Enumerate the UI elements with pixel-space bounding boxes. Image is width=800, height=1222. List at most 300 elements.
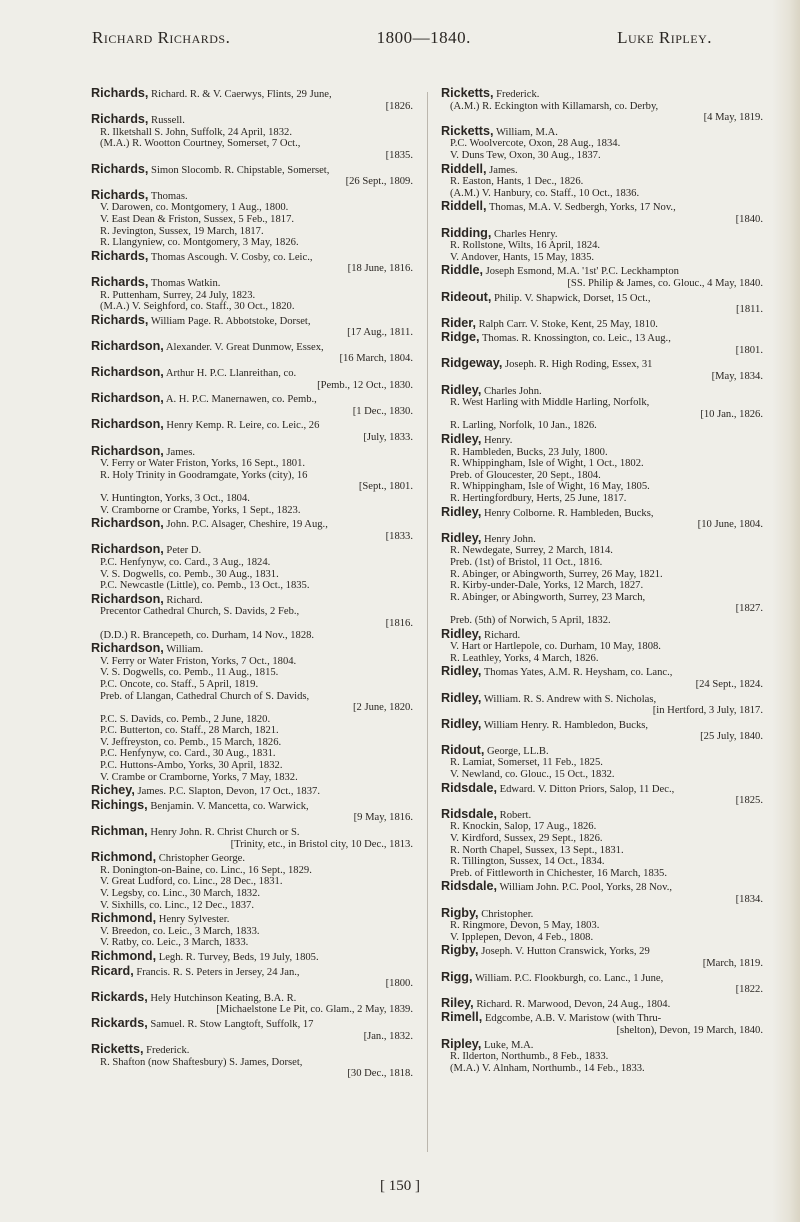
appointment-line: R. Abinger, or Abingworth, Surrey, 26 May, 1821. bbox=[450, 568, 663, 580]
entry-text: Christopher George. bbox=[156, 853, 246, 865]
biographical-entry bbox=[91, 443, 419, 517]
surname: Richardson, bbox=[91, 516, 164, 531]
entry-first-line bbox=[441, 123, 769, 139]
appointment-line: R. Lamiat, Somerset, 11 Feb., 1825. bbox=[450, 757, 603, 769]
right-column bbox=[441, 88, 769, 1076]
entry-first-line bbox=[91, 88, 419, 101]
biographical-entry bbox=[91, 161, 419, 188]
surname: Ridout, bbox=[441, 742, 485, 757]
biographical-entry bbox=[441, 905, 769, 944]
appointment-line: R. Shafton (now Shaftesbury) S. James, Dorset, bbox=[100, 1056, 303, 1068]
biographical-entry bbox=[441, 666, 769, 690]
appointment-line: P.C. Newcastle (Little), co. Pemb., 13 Oct., 1835. bbox=[100, 580, 310, 592]
entry-first-line bbox=[91, 963, 419, 979]
appointment-line: V. Cramborne or Crambe, Yorks, 1 Sept., 1823. bbox=[100, 504, 301, 516]
surname: Ricketts, bbox=[91, 1042, 144, 1057]
biographical-entry bbox=[441, 382, 769, 432]
appointment-line: Preb. of Gloucester, 20 Sept., 1804. bbox=[450, 469, 601, 481]
entry-first-line bbox=[441, 780, 769, 796]
date-continuation: [Trinity, etc., in Bristol city, 10 Dec., 1813. bbox=[230, 838, 413, 850]
surname: Richards, bbox=[91, 274, 149, 289]
entry-first-line bbox=[91, 114, 419, 127]
appointment-line: (M.A.) R. Wootton Courtney, Somerset, 7 Oct., bbox=[100, 138, 301, 150]
left-column bbox=[91, 88, 419, 1082]
biographical-entry bbox=[441, 123, 769, 162]
surname: Ridley, bbox=[441, 530, 482, 545]
biographical-entry bbox=[91, 948, 419, 964]
biographical-entry bbox=[91, 88, 419, 112]
surname: Rigg, bbox=[441, 969, 473, 984]
biographical-entry bbox=[91, 643, 419, 783]
appointment-line: R. Llangyniew, co. Montgomery, 3 May, 1826. bbox=[100, 237, 299, 249]
entry-first-line bbox=[441, 530, 769, 546]
surname: Richardson, bbox=[91, 417, 164, 432]
date-continuation: [17 Aug., 1811. bbox=[347, 327, 413, 339]
appointment-line: V. Darowen, co. Montgomery, 1 Aug., 1800. bbox=[100, 202, 289, 214]
appointment-line: V. East Dean & Friston, Sussex, 5 Feb., 1817. bbox=[100, 213, 295, 225]
biographical-entry bbox=[441, 1036, 769, 1075]
surname: Ridsdale, bbox=[441, 806, 497, 821]
entry-first-line bbox=[91, 544, 419, 557]
appointment-line: R. Abinger, or Abingworth, Surrey, 23 March, bbox=[450, 591, 646, 603]
entry-first-line bbox=[91, 338, 419, 354]
entry-first-line bbox=[91, 852, 419, 865]
surname: Ridley, bbox=[441, 382, 482, 397]
biographical-entry bbox=[441, 289, 769, 316]
appointment-line: Preb. of Fittleworth in Chichester, 16 March, 1835. bbox=[450, 867, 668, 879]
surname: Richards, bbox=[91, 248, 149, 263]
appointment-line: P.C. Butterton, co. Staff., 28 March, 1821. bbox=[100, 725, 279, 737]
biographical-entry bbox=[91, 312, 419, 339]
appointment-line: R. Puttenham, Surrey, 24 July, 1823. bbox=[100, 289, 256, 301]
biographical-entry bbox=[91, 1015, 419, 1042]
surname: Ridsdale, bbox=[441, 780, 497, 795]
appointment-line: R. West Harling with Middle Harling, Norfolk, bbox=[450, 397, 650, 409]
surname: Ridsdale, bbox=[441, 879, 497, 894]
entry-text: Henry Kemp. R. Leire, co. Leic., 26 bbox=[163, 420, 320, 432]
entry-first-line bbox=[441, 161, 769, 177]
appointment-line: Precentor Cathedral Church, S. Davids, 2 Feb., bbox=[100, 606, 300, 618]
entry-first-line bbox=[91, 274, 419, 290]
date-continuation: [Sept., 1801. bbox=[358, 481, 413, 493]
entry-first-line bbox=[91, 312, 419, 328]
surname: Richards, bbox=[91, 112, 149, 127]
appointment-line: V. Jeffreyston, co. Pemb., 15 March, 1826. bbox=[100, 736, 282, 748]
biographical-entry bbox=[441, 806, 769, 880]
surname: Rider, bbox=[441, 315, 476, 330]
entry-first-line bbox=[441, 225, 769, 241]
entry-text: Robert. bbox=[497, 809, 532, 821]
entry-text: Henry. bbox=[481, 435, 513, 447]
entry-text: Ralph Carr. V. Stoke, Kent, 25 May, 1810. bbox=[476, 318, 658, 330]
surname: Richardson, bbox=[91, 391, 164, 406]
appointment-line: V. Huntington, Yorks, 3 Oct., 1804. bbox=[100, 493, 250, 504]
entry-text: James. bbox=[163, 446, 195, 458]
entry-text: Charles John. bbox=[481, 385, 542, 397]
appointment-line: (A.M.) V. Hanbury, co. Staff., 10 Oct., 1836. bbox=[450, 187, 640, 199]
entry-first-line bbox=[441, 504, 769, 520]
date-continuation: [July, 1833. bbox=[363, 432, 413, 444]
entry-text: Richard. R. & V. Caerwys, Flints, 29 June, bbox=[148, 89, 332, 100]
entry-text: Benjamin. V. Mancetta, co. Warwick, bbox=[147, 800, 309, 812]
date-continuation: [1826. bbox=[385, 100, 413, 112]
surname: Ridley, bbox=[441, 626, 482, 641]
date-continuation: [10 June, 1804. bbox=[697, 519, 763, 531]
entry-text: James. P.C. Slapton, Devon, 17 Oct., 1837. bbox=[134, 786, 320, 798]
appointment-line: V. Sixhills, co. Linc., 12 Dec., 1837. bbox=[100, 899, 254, 911]
appointment-line: V. Ferry or Water Friston, Yorks, 7 Oct., 1804. bbox=[100, 655, 297, 667]
appointment-line: Preb. (1st) of Bristol, 11 Oct., 1816. bbox=[450, 556, 603, 568]
date-continuation: [May, 1834. bbox=[711, 371, 763, 383]
surname: Richardson, bbox=[91, 542, 164, 557]
surname: Riddle, bbox=[441, 263, 483, 278]
entry-text: Frederick. bbox=[493, 89, 540, 100]
biographical-entry bbox=[91, 1044, 419, 1080]
entry-text: James. bbox=[486, 164, 518, 176]
biographical-entry bbox=[441, 945, 769, 969]
surname: Ricard, bbox=[91, 963, 134, 978]
date-continuation: [1822. bbox=[735, 984, 763, 996]
appointment-line: R. Leathley, Yorks, 4 March, 1826. bbox=[450, 652, 599, 664]
entry-text: William. R. S. Andrew with S. Nicholas, bbox=[481, 693, 657, 705]
entry-text: Philip. V. Shapwick, Dorset, 15 Oct., bbox=[491, 292, 651, 304]
appointment-line: R. Knockin, Salop, 17 Aug., 1826. bbox=[450, 821, 597, 833]
entry-first-line bbox=[441, 666, 769, 679]
appointment-line: R. Ilketshall S. John, Suffolk, 24 April, 1832. bbox=[100, 126, 292, 138]
surname: Richardson, bbox=[91, 641, 164, 656]
surname: Rickards, bbox=[91, 1015, 148, 1030]
entry-text: Thomas. R. Knossington, co. Leic., 13 Aug., bbox=[479, 333, 671, 345]
surname: Riddell, bbox=[441, 199, 487, 214]
column-divider bbox=[427, 92, 428, 1152]
biographical-entry bbox=[91, 852, 419, 911]
entry-text: Luke, M.A. bbox=[481, 1039, 534, 1051]
date-continuation: [Pemb., 12 Oct., 1830. bbox=[317, 379, 413, 391]
entry-text: Christopher. bbox=[478, 908, 534, 920]
biographical-entry bbox=[441, 332, 769, 356]
biographical-entry bbox=[441, 716, 769, 743]
date-continuation: [1840. bbox=[735, 213, 763, 225]
date-continuation: [1811. bbox=[736, 304, 763, 316]
appointment-line: (A.M.) R. Eckington with Killamarsh, co. Derby, bbox=[450, 100, 659, 112]
entry-text: William Page. R. Abbotstoke, Dorset, bbox=[148, 315, 311, 327]
biographical-entry bbox=[91, 518, 419, 542]
surname: Riddell, bbox=[441, 161, 487, 176]
surname: Ricketts, bbox=[441, 86, 494, 100]
entry-text: Joseph Esmond, M.A. '1st' P.C. Leckhampton bbox=[482, 266, 679, 278]
biographical-entry bbox=[441, 315, 769, 331]
biographical-entry bbox=[91, 913, 419, 949]
appointment-line: R. Hambleden, Bucks, 23 July, 1800. bbox=[450, 446, 608, 458]
entry-text: Henry John. R. Christ Church or S. bbox=[147, 827, 300, 839]
appointment-line: V. Kirdford, Sussex, 29 Sept., 1826. bbox=[450, 833, 603, 845]
header-right: Luke Ripley. bbox=[617, 28, 712, 47]
entry-first-line bbox=[91, 1044, 419, 1057]
surname: Riley, bbox=[441, 995, 474, 1010]
biographical-entry bbox=[91, 114, 419, 161]
biographical-entry bbox=[91, 338, 419, 365]
entry-text: Charles Henry. bbox=[491, 228, 558, 240]
entry-first-line bbox=[91, 367, 419, 380]
appointment-line: V. Legsby, co. Linc., 30 March, 1832. bbox=[100, 888, 261, 899]
entry-first-line bbox=[441, 626, 769, 642]
surname: Richmond, bbox=[91, 948, 157, 963]
entry-first-line bbox=[91, 913, 419, 926]
entry-text: Frederick. bbox=[143, 1045, 190, 1057]
appointment-line: (M.A.) V. Seighford, co. Staff., 30 Oct., 1820. bbox=[100, 301, 295, 313]
entry-first-line bbox=[441, 289, 769, 305]
biographical-entry bbox=[91, 248, 419, 275]
surname: Richman, bbox=[91, 824, 148, 839]
biographical-entry bbox=[441, 265, 769, 289]
entry-text: Francis. R. S. Peters in Jersey, 24 Jan., bbox=[133, 966, 300, 978]
entry-text: Simon Slocomb. R. Chipstable, Somerset, bbox=[148, 164, 330, 176]
entry-text: Henry Colborne. R. Hambleden, Bucks, bbox=[481, 507, 654, 519]
entry-text: Thomas. bbox=[148, 190, 188, 202]
surname: Richey, bbox=[91, 783, 135, 798]
entry-text: Alexander. V. Great Dunmow, Essex, bbox=[163, 341, 324, 353]
surname: Richardson, bbox=[91, 443, 164, 458]
surname: Rigby, bbox=[441, 905, 479, 920]
surname: Ridley, bbox=[441, 504, 482, 519]
entry-text: Edward. V. Ditton Priors, Salop, 11 Dec., bbox=[497, 783, 675, 795]
appointment-line: V. Hart or Hartlepole, co. Durham, 10 May, 1808. bbox=[450, 641, 661, 653]
surname: Richardson, bbox=[91, 338, 164, 353]
entry-first-line bbox=[91, 248, 419, 264]
entry-text: Peter D. bbox=[163, 545, 202, 557]
entry-first-line bbox=[91, 161, 419, 177]
biographical-entry bbox=[441, 969, 769, 996]
entry-first-line bbox=[441, 201, 769, 214]
appointment-line: Preb. of Llangan, Cathedral Church of S. Davids, bbox=[100, 690, 310, 702]
biographical-entry bbox=[91, 393, 419, 417]
entry-text: Hely Hutchinson Keating, B.A. R. bbox=[147, 992, 297, 1004]
entry-text: Samuel. R. Stow Langtoft, Suffolk, 17 bbox=[147, 1018, 314, 1030]
appointment-line: R. Kirby-under-Dale, Yorks, 12 March, 1827. bbox=[450, 580, 644, 592]
date-continuation: [25 July, 1840. bbox=[700, 731, 763, 743]
header-left: Richard Richards. bbox=[92, 28, 231, 47]
date-continuation: [4 May, 1819. bbox=[703, 112, 763, 124]
appointment-line: V. S. Dogwells, co. Pemb., 11 Aug., 1815. bbox=[100, 667, 279, 679]
surname: Rickards, bbox=[91, 989, 148, 1004]
appointment-line: R. Rollstone, Wilts, 16 April, 1824. bbox=[450, 240, 601, 252]
entry-first-line bbox=[91, 187, 419, 203]
entry-text: Thomas, M.A. V. Sedbergh, Yorks, 17 Nov., bbox=[486, 202, 676, 214]
entry-first-line bbox=[91, 948, 419, 964]
appointment-line: V. Crambe or Cramborne, Yorks, 7 May, 1832. bbox=[100, 771, 298, 783]
entry-first-line bbox=[441, 315, 769, 331]
date-continuation: [9 May, 1816. bbox=[353, 812, 413, 824]
entry-text: A. H. P.C. Manernawen, co. Pemb., bbox=[163, 394, 317, 406]
appointment-line: V. Ratby, co. Leic., 3 March, 1833. bbox=[100, 937, 249, 949]
biographical-entry bbox=[441, 995, 769, 1011]
entry-first-line bbox=[441, 88, 769, 101]
surname: Richmond, bbox=[91, 911, 157, 926]
appointment-line: R. Easton, Hants, 1 Dec., 1826. bbox=[450, 176, 584, 188]
entry-first-line bbox=[441, 905, 769, 921]
surname: Ridley, bbox=[441, 432, 482, 447]
entry-text: William. P.C. Flookburgh, co. Lanc., 1 June, bbox=[472, 972, 664, 984]
surname: Richmond, bbox=[91, 850, 157, 865]
biographical-entry bbox=[441, 358, 769, 382]
date-continuation: [18 June, 1816. bbox=[347, 263, 413, 275]
biographical-entry bbox=[91, 187, 419, 249]
biographical-entry bbox=[91, 419, 419, 443]
date-continuation: [30 Dec., 1818. bbox=[347, 1068, 413, 1080]
biographical-entry bbox=[441, 161, 769, 200]
appointment-line: R. Whippingham, Isle of Wight, 1 Oct., 1802. bbox=[450, 458, 644, 470]
appointment-line: R. Newdegate, Surrey, 2 March, 1814. bbox=[450, 545, 613, 557]
entry-first-line bbox=[441, 358, 769, 371]
appointment-line: P.C. S. Davids, co. Pemb., 2 June, 1820. bbox=[100, 713, 271, 725]
surname: Richings, bbox=[91, 797, 148, 812]
surname: Richardson, bbox=[91, 365, 164, 380]
surname: Richards, bbox=[91, 187, 149, 202]
entry-text: William John. P.C. Pool, Yorks, 28 Nov., bbox=[497, 882, 672, 894]
date-continuation: [Jan., 1832. bbox=[363, 1030, 413, 1042]
entry-text: Legh. R. Turvey, Beds, 19 July, 1805. bbox=[156, 951, 319, 963]
date-continuation: [1816. bbox=[385, 617, 413, 629]
entry-first-line bbox=[91, 1015, 419, 1031]
biographical-entry bbox=[441, 201, 769, 225]
entry-first-line bbox=[91, 591, 419, 607]
biographical-entry bbox=[441, 690, 769, 717]
entry-text: Henry John. bbox=[481, 533, 536, 545]
appointment-line: R. Jevington, Sussex, 19 March, 1817. bbox=[100, 225, 264, 237]
entry-text: Thomas Yates, A.M. R. Heysham, co. Lanc., bbox=[481, 667, 673, 679]
date-continuation: [26 Sept., 1809. bbox=[345, 176, 413, 188]
surname: Rideout, bbox=[441, 289, 492, 304]
entry-first-line bbox=[441, 690, 769, 706]
appointment-line: R. Ringmore, Devon, 5 May, 1803. bbox=[450, 920, 600, 932]
date-continuation: [10 Jan., 1826. bbox=[700, 408, 763, 420]
biographical-entry bbox=[441, 504, 769, 531]
entry-first-line bbox=[91, 785, 419, 798]
date-continuation: [1827. bbox=[735, 603, 763, 615]
entry-first-line bbox=[441, 969, 769, 985]
date-continuation: [March, 1819. bbox=[702, 957, 763, 969]
biographical-entry bbox=[441, 780, 769, 807]
entry-text: John. P.C. Alsager, Cheshire, 19 Aug., bbox=[163, 519, 328, 531]
appointment-line: R. Hertingfordbury, Herts, 25 June, 1817. bbox=[450, 493, 627, 504]
biographical-entry bbox=[91, 797, 419, 824]
date-continuation: [in Hertford, 3 July, 1817. bbox=[652, 705, 763, 717]
appointment-line: V. S. Dogwells, co. Pemb., 30 Aug., 1831. bbox=[100, 568, 279, 580]
biographical-entry bbox=[441, 530, 769, 627]
appointment-line: V. Great Ludford, co. Linc., 28 Dec., 1831. bbox=[100, 876, 283, 888]
entry-first-line bbox=[441, 806, 769, 822]
entry-first-line bbox=[441, 742, 769, 758]
entry-text: Thomas Ascough. V. Cosby, co. Leic., bbox=[148, 251, 313, 263]
entry-text: Henry Sylvester. bbox=[156, 914, 230, 926]
appointment-line: (D.D.) R. Brancepeth, co. Durham, 14 Nov., 1828. bbox=[100, 629, 315, 641]
surname: Ripley, bbox=[441, 1036, 482, 1051]
surname: Richards, bbox=[91, 161, 149, 176]
appointment-line: Preb. (5th) of Norwich, 5 April, 1832. bbox=[450, 614, 611, 626]
entry-first-line bbox=[441, 434, 769, 447]
date-continuation: [1801. bbox=[735, 344, 763, 356]
biographical-entry bbox=[441, 742, 769, 781]
surname: Richards, bbox=[91, 86, 149, 100]
entry-first-line bbox=[91, 643, 419, 656]
entry-first-line bbox=[91, 419, 419, 432]
appointment-line: V. Newland, co. Glouc., 15 Oct., 1832. bbox=[450, 769, 615, 781]
surname: Ricketts, bbox=[441, 123, 494, 138]
entry-first-line bbox=[441, 1036, 769, 1052]
date-continuation: [1835. bbox=[385, 149, 413, 161]
appointment-line: V. Andover, Hants, 15 May, 1835. bbox=[450, 251, 595, 263]
biographical-entry bbox=[441, 1012, 769, 1036]
appointment-line: V. Breedon, co. Leic., 3 March, 1833. bbox=[100, 925, 260, 937]
biographical-entry bbox=[441, 88, 769, 124]
appointment-line: V. Duns Tew, Oxon, 30 Aug., 1837. bbox=[450, 149, 601, 161]
date-continuation: [16 March, 1804. bbox=[339, 353, 413, 365]
entry-first-line bbox=[441, 382, 769, 398]
date-continuation: [1 Dec., 1830. bbox=[352, 405, 413, 417]
date-continuation: [1800. bbox=[385, 978, 413, 990]
surname: Ridley, bbox=[441, 664, 482, 679]
date-continuation: [1833. bbox=[385, 530, 413, 542]
appointment-line: R. Donington-on-Baine, co. Linc., 16 Sept., 1829. bbox=[100, 864, 312, 876]
entry-first-line bbox=[441, 265, 769, 278]
entry-text: Richard. R. Marwood, Devon, 24 Aug., 1804. bbox=[473, 998, 671, 1010]
biographical-entry bbox=[91, 544, 419, 591]
biographical-entry bbox=[91, 591, 419, 641]
entry-first-line bbox=[91, 989, 419, 1005]
entry-text: William, M.A. bbox=[493, 126, 558, 138]
biographical-entry bbox=[441, 225, 769, 264]
entry-first-line bbox=[91, 826, 419, 839]
appointment-line: V. Ferry or Water Friston, Yorks, 16 Sept., 1801. bbox=[100, 458, 306, 470]
appointment-line: R. Holy Trinity in Goodramgate, Yorks (city), 16 bbox=[100, 469, 308, 481]
appointment-line: R. North Chapel, Sussex, 13 Sept., 1831. bbox=[450, 844, 624, 856]
biographical-entry bbox=[441, 434, 769, 505]
biographical-entry bbox=[91, 785, 419, 798]
date-continuation: [SS. Philip & James, co. Glouc., 4 May, 1840. bbox=[567, 277, 763, 289]
surname: Ridley, bbox=[441, 690, 482, 705]
biographical-entry bbox=[91, 963, 419, 990]
biographical-entry bbox=[441, 881, 769, 905]
biographical-entry bbox=[91, 367, 419, 391]
date-continuation: [1834. bbox=[735, 894, 763, 905]
entry-text: Thomas Watkin. bbox=[148, 277, 221, 289]
running-header bbox=[92, 28, 712, 48]
appointment-line: P.C. Henfynyw, co. Card., 3 Aug., 1824. bbox=[100, 556, 271, 568]
entry-first-line bbox=[441, 945, 769, 958]
entry-text: Richard. bbox=[481, 629, 521, 641]
header-center: 1800—1840. bbox=[376, 28, 471, 47]
biographical-entry bbox=[91, 274, 419, 313]
appointment-line: R. Whippingham, Isle of Wight, 16 May, 1805. bbox=[450, 481, 650, 493]
date-continuation: [24 Sept., 1824. bbox=[695, 678, 763, 690]
entry-text: Arthur H. P.C. Llanreithan, co. bbox=[163, 368, 297, 380]
entry-text: Russell. bbox=[148, 115, 185, 127]
entry-text: William Henry. R. Hambledon, Bucks, bbox=[481, 719, 649, 731]
surname: Richards, bbox=[91, 312, 149, 327]
entry-first-line bbox=[91, 518, 419, 531]
entry-text: William. bbox=[163, 644, 204, 656]
entry-text: Joseph. R. High Roding, Essex, 31 bbox=[502, 359, 653, 371]
entry-first-line bbox=[441, 332, 769, 345]
biographical-entry bbox=[91, 989, 419, 1016]
page-edge-shadow bbox=[772, 0, 800, 1222]
appointment-line: V. Ipplepen, Devon, 4 Feb., 1808. bbox=[450, 931, 594, 943]
appointment-line: P.C. Oncote, co. Staff., 5 April, 1819. bbox=[100, 678, 259, 690]
entry-first-line bbox=[441, 881, 769, 894]
surname: Ridgeway, bbox=[441, 356, 503, 371]
appointment-line: P.C. Huttons-Ambo, Yorks, 30 April, 1832. bbox=[100, 760, 283, 772]
entry-text: Edgcombe, A.B. V. Maristow (with Thru- bbox=[482, 1013, 662, 1025]
